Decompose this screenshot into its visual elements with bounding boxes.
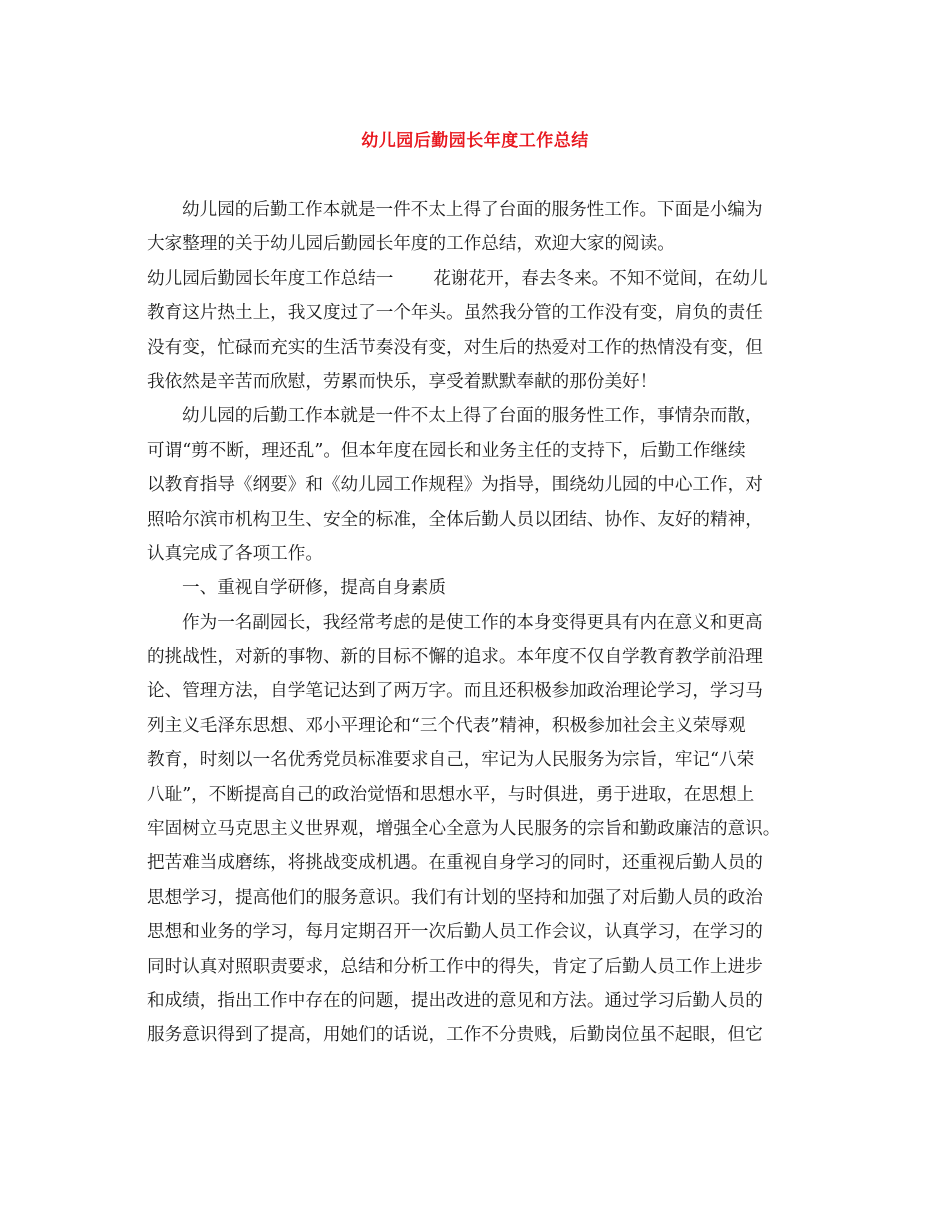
text-line: 没有变，忙碌而充实的生活节奏没有变，对生后的热爱对工作的热情没有变，但: [147, 337, 763, 358]
text-line: 作为一名副园长，我经常考虑的是使工作的本身变得更具有内在意义和更高: [182, 612, 763, 633]
text-line: 教育，时刻以一名优秀党员标准要求自己，牢记为人民服务为宗旨，牢记“八荣: [147, 750, 755, 771]
text-line: 把苦难当成磨练，将挑战变成机遇。在重视自身学习的同时，还重视后勤人员的: [147, 853, 763, 874]
text-line: 牢固树立马克思主义世界观，增强全心全意为人民服务的宗旨和勤政廉洁的意识。: [147, 819, 781, 840]
text-line: 我依然是辛苦而欣慰，劳累而快乐，享受着默默奉献的那份美好！: [147, 371, 658, 392]
text-line: 可谓“剪不断，理还乱”。但本年度在园长和业务主任的支持下，后勤工作继续: [147, 440, 746, 461]
text-span: 花谢花开，春去冬来。不知不觉间，在幼儿: [433, 268, 768, 289]
document-body: [147, 193, 827, 1053]
text-line: 思想和业务的学习，每月定期召开一次后勤人员工作会议，认真学习，在学习的: [147, 922, 763, 943]
text-line: 教育这片热土上，我又度过了一个年头。虽然我分管的工作没有变，肩负的责任: [147, 303, 763, 324]
text-line: 幼儿园的后勤工作本就是一件不太上得了台面的服务性工作。下面是小编为: [182, 200, 763, 220]
text-line: 同时认真对照职责要求，总结和分析工作中的得失，肯定了后勤人员工作上进步: [147, 956, 763, 977]
text-line: 服务意识得到了提高，用她们的话说，工作不分贵贱，后勤岗位虽不起眼，但它: [147, 1025, 763, 1046]
text-line: 思想学习，提高他们的服务意识。我们有计划的坚持和加强了对后勤人员的政治: [147, 887, 763, 908]
text-line: 和成绩，指出工作中存在的问题，提出改进的意见和方法。通过学习后勤人员的: [147, 990, 763, 1011]
text-line: [147, 262, 827, 296]
text-line: 幼儿园的后勤工作本就是一件不太上得了台面的服务性工作，事情杂而散，: [182, 406, 763, 427]
text-line: 的挑战性，对新的事物、新的目标不懈的追求。本年度不仅自学教育教学前沿理: [147, 647, 763, 668]
text-line: 照哈尔滨市机构卫生、安全的标准，全体后勤人员以团结、协作、友好的精神，: [147, 509, 763, 530]
section-heading: 幼儿园后勤园长年度工作总结一: [147, 268, 394, 289]
text-line: 以教育指导《纲要》和《幼儿园工作规程》为指导，围绕幼儿园的中心工作，对: [147, 475, 763, 496]
text-line: 认真完成了各项工作。: [147, 543, 323, 564]
text-line: 论、管理方法，自学笔记达到了两万字。而且还积极参加政治理论学习，学习马: [147, 681, 763, 702]
document-title: 幼儿园后勤园长年度工作总结: [361, 131, 589, 151]
text-line: 大家整理的关于幼儿园后勤园长年度的工作总结，欢迎大家的阅读。: [147, 234, 675, 255]
text-line: 八耻”，不断提高自己的政治觉悟和思想水平，与时俱进，勇于进取，在思想上: [147, 784, 755, 805]
text-line: 列主义毛泽东思想、邓小平理论和“三个代表”精神，积极参加社会主义荣辱观: [147, 715, 746, 736]
section-heading: 一、重视自学研修，提高自身素质: [182, 578, 446, 599]
